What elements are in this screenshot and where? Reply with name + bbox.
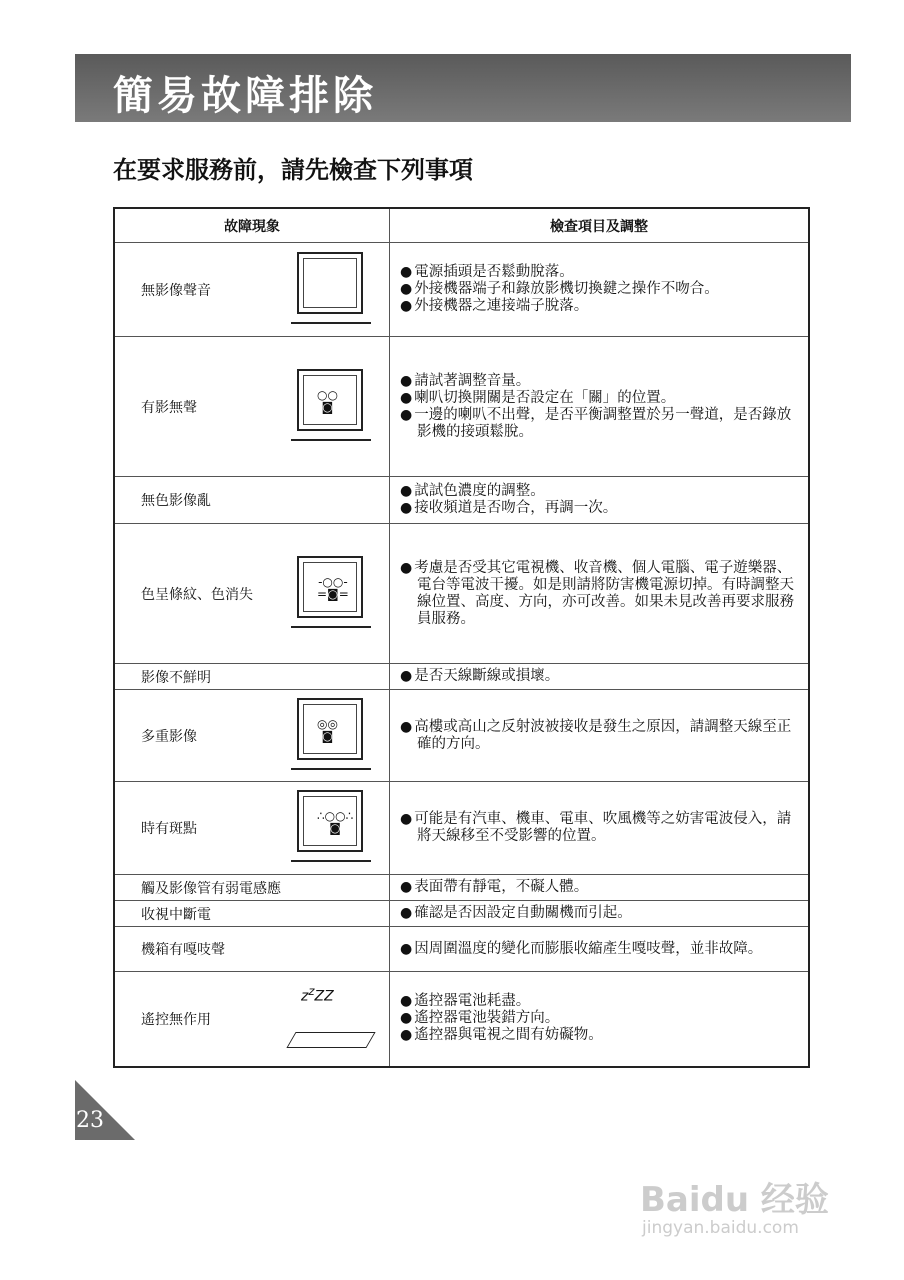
table-row: [114, 664, 809, 690]
header-checks: 檢查項目及調整: [390, 208, 810, 243]
check-item: ● 表面帶有靜電，不礙人體。: [400, 879, 802, 896]
check-item: ● 請試著調整音量。: [400, 373, 802, 390]
symptom-label: 色呈條紋、色消失: [141, 586, 253, 603]
check-item: ● 可能是有汽車、機車、電車、吹風機等之妨害電波侵入，請將天線移至不受影響的位置。: [400, 811, 802, 845]
page-number: 23: [76, 1108, 104, 1133]
check-item: ● 考慮是否受其它電視機、收音機、個人電腦、電子遊樂器、電台等電波干擾。如是則請將防害機電源切掉。有時調整天線位置、高度、方向，亦可改善。如果未見改善再要求服務員服務。: [400, 560, 802, 628]
check-item: ● 外接機器端子和錄放影機切換鍵之操作不吻合。: [400, 281, 802, 298]
symptom-label: 收視中斷電: [141, 906, 211, 923]
watermark-logo: Baidu 经验: [640, 1180, 829, 1220]
symptom-label: 無影像聲音: [141, 282, 211, 299]
tv-illustration-icon: ∴○○∴ ◙: [291, 790, 371, 866]
symptom-label: 影像不鮮明: [141, 669, 211, 686]
symptom-label: 時有斑點: [141, 821, 197, 837]
table-row: [114, 972, 809, 1067]
check-item: ● 是否天線斷線或損壞。: [400, 668, 802, 685]
table-row: [114, 901, 809, 927]
subtitle: 在要求服務前，請先檢查下列事項: [113, 156, 473, 184]
table-row: [114, 875, 809, 901]
symptom-label: 有影無聲: [141, 399, 197, 416]
check-item: ● 遙控器電池裝錯方向。: [400, 1010, 802, 1027]
check-item: ● 外接機器之連接端子脫落。: [400, 298, 802, 315]
check-item: ● 遙控器電池耗盡。: [400, 993, 802, 1010]
table-row: [114, 690, 809, 782]
table-row: [114, 337, 809, 477]
table-row: [114, 477, 809, 524]
tv-illustration-icon: ○○ ◙: [291, 369, 371, 445]
symptom-label: 遙控無作用: [141, 1011, 211, 1028]
check-item: ● 一邊的喇叭不出聲，是否平衡調整置於另一聲道，是否錄放影機的接頭鬆脫。: [400, 407, 802, 441]
check-item: ● 遙控器與電視之間有妨礙物。: [400, 1027, 802, 1044]
check-item: ● 因周圍溫度的變化而膨脹收縮產生嘎吱聲，並非故障。: [400, 941, 802, 958]
check-item: ● 高樓或高山之反射波被接收是發生之原因，請調整天線至正確的方向。: [400, 719, 802, 753]
tv-illustration-icon: ◎◎ ◙: [291, 698, 371, 774]
check-item: ● 確認是否因設定自動關機而引起。: [400, 905, 802, 922]
check-item: ● 電源插頭是否鬆動脫落。: [400, 264, 802, 281]
table-row: [114, 243, 809, 337]
header-symptom: 故障現象: [114, 208, 390, 243]
remote-sleeping-icon: $z^zZZ$: [291, 984, 371, 1054]
check-item: ● 試試色濃度的調整。: [400, 483, 802, 500]
troubleshooting-table: [113, 207, 810, 1068]
watermark-url: jingyan.baidu.com: [642, 1218, 799, 1238]
check-item: ● 喇叭切換開關是否設定在「關」的位置。: [400, 390, 802, 407]
tv-illustration-icon: -○○- =◙=: [291, 556, 371, 632]
title-bar: [75, 54, 851, 122]
check-item: ● 接收頻道是否吻合，再調一次。: [400, 500, 802, 517]
table-row: [114, 927, 809, 972]
tv-illustration-icon: [291, 252, 371, 328]
symptom-label: 多重影像: [141, 728, 197, 745]
page-title: 簡易故障排除: [113, 73, 377, 119]
symptom-label: 觸及影像管有弱電感應: [141, 880, 281, 897]
symptom-label: 無色影像亂: [141, 493, 211, 509]
table-row: [114, 782, 809, 875]
symptom-label: 機箱有嘎吱聲: [141, 942, 225, 958]
table-row: [114, 524, 809, 664]
